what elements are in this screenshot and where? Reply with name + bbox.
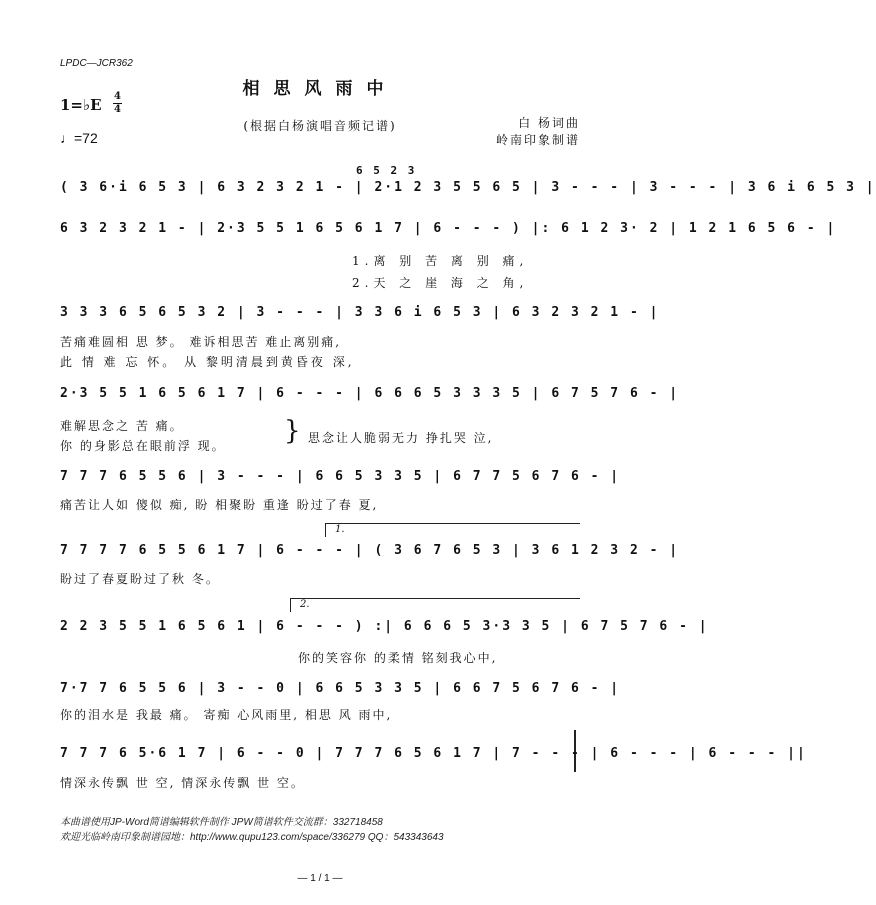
footer-line-1: 本曲谱使用JP-Word简谱编辑软件制作 JPW简谱软件交流群：332718458 xyxy=(60,817,383,828)
notation-line-9: 7 7 7 6 5·6 1 7 | 6 - - 0 | 7 7 7 6 5 6 1 7 | 7 - - - | 6 - - - | 6 - - - || xyxy=(60,746,807,761)
lyrics-line-2-verse-1: 1.离 别 苦 离 别 痛, xyxy=(352,254,529,268)
lyrics-line-2-verse-2: 2.天 之 崖 海 之 角, xyxy=(352,276,529,290)
lyrics-line-4-shared: 思念让人脆弱无力 挣扎哭 泣, xyxy=(308,431,494,445)
key-signature: 1=♭E xyxy=(60,96,102,114)
notation-line-2: 6 3 2 3 2 1 - | 2·3 5 5 1 6 5 6 1 7 | 6 - - - ) |: 6 1 2 3· 2 | 1 2 1 6 5 6 - | xyxy=(60,221,837,236)
notation-line-7: 2 2 3 5 5 1 6 5 6 1 | 6 - - - ) :| 6 6 6 5 3·3 3 5 | 6 7 5 7 6 - | xyxy=(60,619,709,634)
lyrics-line-9: 情深永传飘 世 空, 情深永传飘 世 空。 xyxy=(60,776,305,790)
score-code: LPDC—JCR362 xyxy=(60,58,133,69)
time-signature xyxy=(113,92,122,115)
ending-1-label: 1. xyxy=(335,524,345,535)
verse-brace: } xyxy=(284,416,301,446)
ending-bracket-2 xyxy=(290,598,580,599)
time-numerator: 4 xyxy=(114,91,121,102)
lyrics-line-4-verse-1: 难解思念之 苦 痛。 xyxy=(60,419,184,433)
notation-line-6: 7 7 7 7 6 5 5 6 1 7 | 6 - - - | ( 3 6 7 6 5 3 | 3 6 1 2 3 2 - | xyxy=(60,543,680,558)
song-title: 相思风雨中 xyxy=(242,79,398,99)
lyricist-credit: 白 杨词曲 xyxy=(518,116,580,130)
page-number: — 1 / 1 — xyxy=(297,873,343,884)
time-denominator: 4 xyxy=(114,104,121,115)
ending-bracket-1-edge xyxy=(325,523,326,537)
arranger-credit: 岭南印象制谱 xyxy=(495,133,580,147)
ending-bracket-1 xyxy=(325,523,580,524)
notation-line-5: 7 7 7 6 5 5 6 | 3 - - - | 6 6 5 3 3 5 | 6 7 7 5 6 7 6 - | xyxy=(60,469,621,484)
lyrics-line-8: 你的泪水是 我最 痛。 寄痴 心风雨里, 相思 风 雨中, xyxy=(60,708,393,722)
lyrics-line-6: 盼过了春夏盼过了秋 冬。 xyxy=(60,572,220,586)
footer-line-2: 欢迎光临岭南印象制谱园地：http://www.qupu123.com/space/336279 QQ：543343643 xyxy=(60,832,444,843)
lyrics-line-3-verse-2: 此 情 难 忘 怀。 从 黎明清晨到黄昏夜 深, xyxy=(60,355,355,369)
notation-line-4: 2·3 5 5 1 6 5 6 1 7 | 6 - - - | 6 6 6 5 3 3 3 5 | 6 7 5 7 6 - | xyxy=(60,386,680,401)
notation-line-1: ( 3 6·i 6 5 3 | 6 3 2 3 2 1 - | 2·1 2 3 5 5 6 5 | 3 - - - | 3 - - - | 3 6 i 6 5 3 | xyxy=(60,180,876,195)
lyrics-line-5: 痛苦让人如 傻似 痴, 盼 相聚盼 重逢 盼过了春 夏, xyxy=(60,498,379,512)
grace-notes: 6 5 2 3 xyxy=(356,164,417,177)
notation-line-3: 3 3 3 6 5 6 5 3 2 | 3 - - - | 3 3 6 i 6 5 3 | 6 3 2 3 2 1 - | xyxy=(60,305,660,320)
ending-bracket-2-edge xyxy=(290,598,291,612)
lyrics-line-7: 你的笑容你 的柔情 铭刻我心中, xyxy=(298,651,498,665)
lyrics-line-4-verse-2: 你 的身影总在眼前浮 现。 xyxy=(60,439,226,453)
lyrics-line-3-verse-1: 苦痛难圆相 思 梦。 难诉相思苦 难止离别痛, xyxy=(60,335,342,349)
ending-2-label: 2. xyxy=(300,599,310,610)
song-subtitle: (根据白杨演唱音频记谱) xyxy=(243,119,397,133)
notation-line-8: 7·7 7 6 5 5 6 | 3 - - 0 | 6 6 5 3 3 5 | 6 6 7 5 6 7 6 - | xyxy=(60,681,621,696)
tempo-marking: ♩=72 xyxy=(60,130,98,146)
